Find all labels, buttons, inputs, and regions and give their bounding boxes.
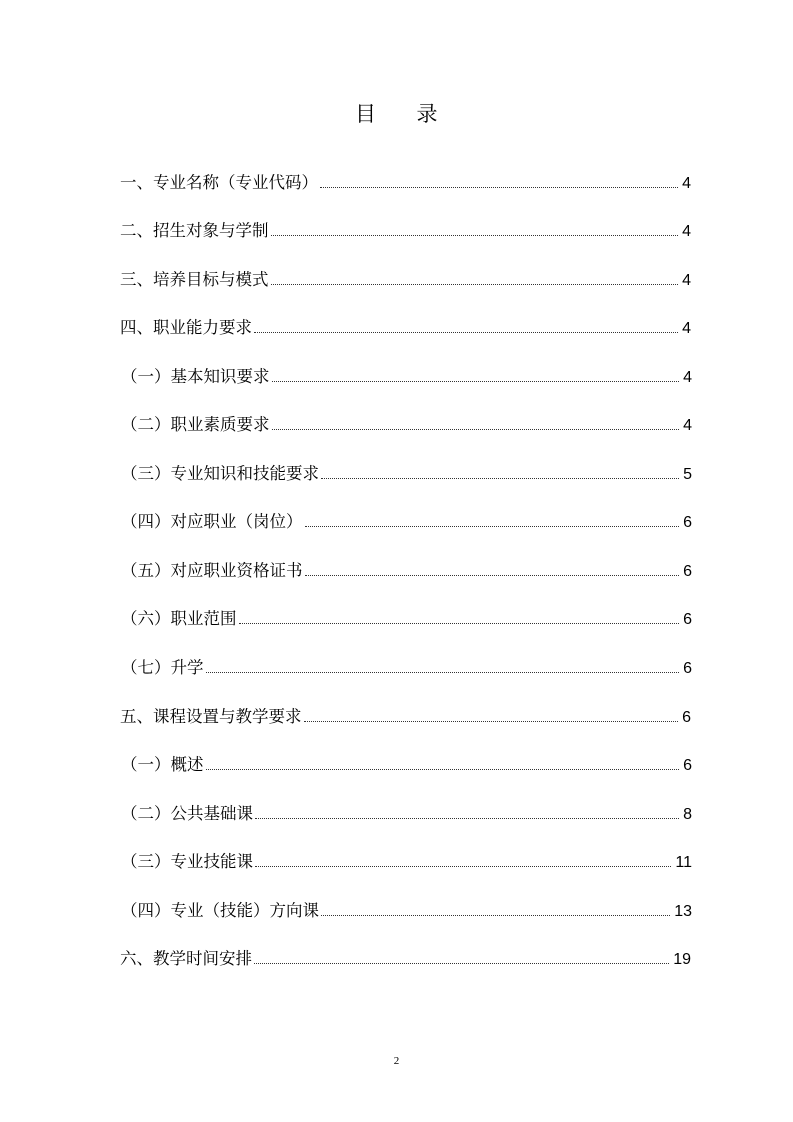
title-char-2: 录	[416, 102, 438, 126]
toc-leader-dots	[321, 915, 670, 916]
toc-entry-page: 4	[683, 417, 692, 434]
toc-leader-dots	[271, 284, 679, 285]
toc-entry-label: （一）基本知识要求	[121, 367, 270, 386]
toc-entry-label: （六）职业范围	[121, 609, 237, 628]
toc-entry-page: 13	[674, 903, 692, 920]
toc-entry-page: 4	[682, 320, 691, 337]
toc-entry[interactable]	[121, 745, 692, 775]
toc-leader-dots	[239, 623, 680, 624]
toc-entry-page: 4	[682, 272, 691, 289]
toc-leader-dots	[271, 235, 679, 236]
toc-entry-page: 5	[683, 466, 692, 483]
toc-entry[interactable]	[120, 308, 691, 338]
toc-entry[interactable]	[120, 697, 691, 727]
toc-entry-page: 6	[683, 563, 692, 580]
toc-entry-label: 六、教学时间安排	[120, 949, 252, 968]
page-number: 2	[393, 1055, 400, 1067]
toc-leader-dots	[305, 575, 680, 576]
toc-entry-page: 6	[683, 611, 692, 628]
toc-entry-label: （四）专业（技能）方向课	[121, 901, 319, 920]
toc-entry-page: 6	[683, 660, 692, 677]
toc-entry[interactable]	[121, 502, 692, 532]
toc-entry[interactable]	[121, 648, 692, 678]
toc-entry-label: （三）专业知识和技能要求	[121, 464, 319, 483]
toc-entry-label: （七）升学	[121, 658, 204, 677]
toc-leader-dots	[255, 818, 679, 819]
toc-entry-label: （一）概述	[121, 755, 204, 774]
toc-leader-dots	[321, 478, 679, 479]
toc-entry[interactable]	[121, 842, 692, 872]
toc-entry[interactable]	[121, 794, 692, 824]
toc-leader-dots	[254, 332, 678, 333]
toc-leader-dots	[304, 721, 679, 722]
toc-entry-page: 11	[675, 854, 692, 871]
toc-entry-page: 6	[682, 709, 691, 726]
toc-entry[interactable]	[120, 939, 691, 969]
toc-entry[interactable]	[121, 599, 692, 629]
toc-entry[interactable]	[120, 211, 691, 241]
toc-entry-label: 三、培养目标与模式	[120, 270, 269, 289]
toc-leader-dots	[206, 672, 680, 673]
toc-entry[interactable]	[121, 357, 692, 387]
toc-leader-dots	[255, 866, 671, 867]
toc-entry-page: 8	[683, 806, 692, 823]
toc-entry-label: （二）公共基础课	[121, 804, 253, 823]
toc-entry[interactable]	[120, 260, 691, 290]
toc-entry[interactable]	[121, 454, 692, 484]
toc-leader-dots	[206, 769, 680, 770]
title-char-1: 目	[355, 102, 377, 126]
toc-entry-label: 一、专业名称（专业代码）	[120, 173, 318, 192]
page-title	[0, 98, 793, 128]
toc-entry-label: （四）对应职业（岗位）	[121, 512, 303, 531]
toc-entry[interactable]	[121, 551, 692, 581]
toc-leader-dots	[272, 381, 680, 382]
toc-entry-label: （五）对应职业资格证书	[121, 561, 303, 580]
toc-entry-label: 二、招生对象与学制	[120, 221, 269, 240]
toc-leader-dots	[320, 187, 678, 188]
toc-entry[interactable]	[120, 163, 691, 193]
toc-entry-page: 19	[673, 951, 691, 968]
toc-leader-dots	[305, 526, 680, 527]
toc-entry[interactable]	[121, 405, 692, 435]
toc-entry-label: （三）专业技能课	[121, 852, 253, 871]
toc-leader-dots	[272, 429, 680, 430]
toc-leader-dots	[254, 963, 669, 964]
toc-entry-page: 6	[683, 757, 692, 774]
toc-entry-page: 4	[682, 175, 691, 192]
toc-entry-page: 4	[682, 223, 691, 240]
toc-entry-label: 四、职业能力要求	[120, 318, 252, 337]
toc-entry-page: 6	[683, 514, 692, 531]
toc-entry-page: 4	[683, 369, 692, 386]
toc-entry-label: （二）职业素质要求	[121, 415, 270, 434]
toc-entry[interactable]	[121, 891, 692, 921]
toc-entry-label: 五、课程设置与教学要求	[120, 707, 302, 726]
